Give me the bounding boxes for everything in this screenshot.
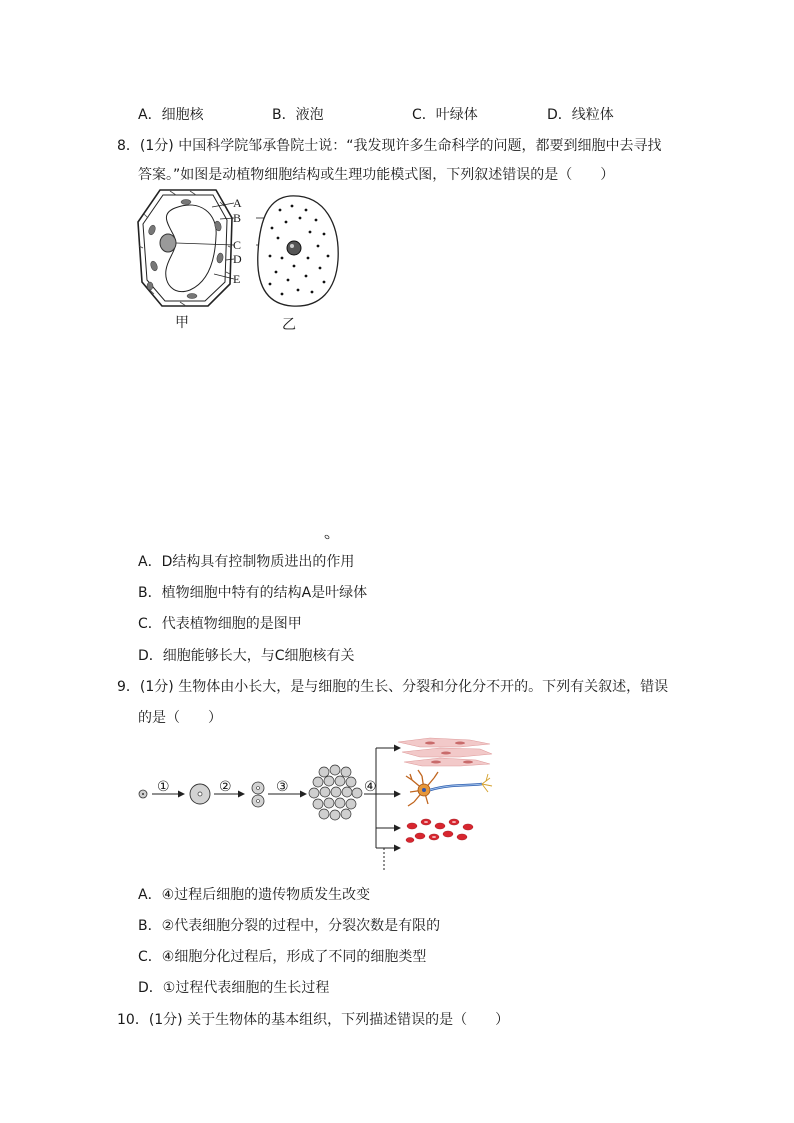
q9-option-b[interactable]: B．②代表细胞分裂的过程中，分裂次数是有限的 xyxy=(138,918,441,934)
differentiation-branches xyxy=(376,748,400,870)
label-d: D xyxy=(233,252,242,266)
cell-cluster xyxy=(309,765,362,820)
q9-stem-line1: 9．(1分) 生物体由小长大，是与细胞的生长、分裂和分化分不开的。下列有关叙述，错误 xyxy=(117,679,669,695)
stray-mark xyxy=(323,533,331,541)
red-blood-cells-icon xyxy=(406,819,473,843)
q8-option-d[interactable]: D．细胞能够长大，与C细胞核有关 xyxy=(138,648,355,664)
step-3-label: ③ xyxy=(276,779,289,795)
q8-option-a[interactable]: A．D结构具有控制物质进出的作用 xyxy=(138,554,355,570)
q8-stem-line2: 答案。”如图是动植物细胞结构或生理功能模式图，下列叙述错误的是（ ） xyxy=(138,167,615,183)
q8-option-c[interactable]: C．代表植物细胞的是图甲 xyxy=(138,616,302,632)
q8-cell-diagram xyxy=(130,186,360,311)
cell-divided xyxy=(252,782,264,807)
caption-yi: 乙 xyxy=(282,317,296,333)
q8-option-b[interactable]: B．植物细胞中特有的结构A是叶绿体 xyxy=(138,585,368,601)
step-2-label: ② xyxy=(219,779,232,795)
q10-stem-line1: 10．(1分) 关于生物体的基本组织，下列描述错误的是（ ） xyxy=(117,1012,510,1028)
animal-nucleus xyxy=(287,241,301,255)
q9-stem-line2: 的是（ ） xyxy=(138,710,222,726)
step-1-label: ① xyxy=(157,779,170,795)
caption-jia: 甲 xyxy=(175,315,189,331)
step-4-label: ④ xyxy=(364,779,377,795)
label-a: A xyxy=(233,196,242,210)
q9-cell-process-diagram xyxy=(130,736,510,872)
neuron-icon xyxy=(406,770,492,806)
q7-option-d[interactable]: D．线粒体 xyxy=(547,107,614,123)
q7-option-b[interactable]: B．液泡 xyxy=(272,107,324,123)
label-b: B xyxy=(233,211,242,225)
label-c: C xyxy=(233,238,242,252)
q7-option-a[interactable]: A．细胞核 xyxy=(138,107,204,123)
label-e: E xyxy=(233,272,241,286)
q7-option-c[interactable]: C．叶绿体 xyxy=(412,107,478,123)
q9-option-a[interactable]: A．④过程后细胞的遗传物质发生改变 xyxy=(138,887,371,903)
q9-option-d[interactable]: D．①过程代表细胞的生长过程 xyxy=(138,980,330,996)
q8-stem-line1: 8．(1分) 中国科学院邹承鲁院士说：“我发现许多生命科学的问题，都要到细胞中去寻找 xyxy=(117,138,662,154)
q9-option-c[interactable]: C．④细胞分化过程后，形成了不同的细胞类型 xyxy=(138,949,427,965)
plant-nucleus xyxy=(160,234,176,252)
